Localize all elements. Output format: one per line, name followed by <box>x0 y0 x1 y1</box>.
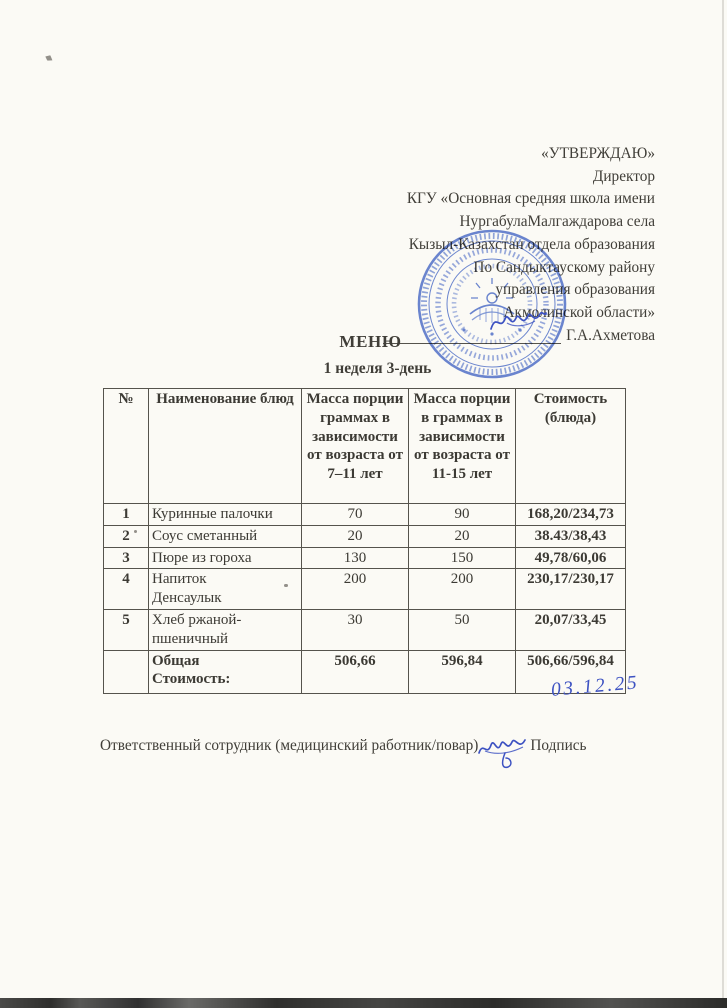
signatory-name: Г.А.Ахметова <box>566 326 655 344</box>
col-header-mass-7-11: Масса порции граммах в зависимости от возраста от 7–11 лет <box>302 389 409 504</box>
handwritten-date: 03.12.25 <box>550 672 640 701</box>
row-number: 4 <box>104 569 149 610</box>
row-number: 3 <box>104 547 149 569</box>
mass-11-15: 150 <box>409 547 516 569</box>
col-header-mass-11-15: Масса порции в граммах в зависимости от возраста от 11-15 лет <box>409 389 516 504</box>
row-number-empty <box>104 650 149 693</box>
row-number: 2 <box>104 525 149 547</box>
responsible-label: Ответственный сотрудник (медицинский работник/повар) <box>100 737 479 754</box>
table-row <box>104 504 626 526</box>
approval-line: управления образования <box>495 281 655 299</box>
col-header-dish-name: Наименование блюд <box>149 389 302 504</box>
dish-name: Соус сметанный <box>149 525 302 547</box>
footer-signature-row <box>100 737 587 775</box>
mass-7-11: 20 <box>302 525 409 547</box>
table-row <box>104 609 626 650</box>
mass-7-11: 70 <box>302 504 409 526</box>
approval-line: КГУ «Основная средняя школа имени <box>406 190 655 208</box>
approval-block <box>175 143 655 348</box>
dish-cost: 49,78/60,06 <box>516 547 626 569</box>
total-mass-11-15: 596,84 <box>409 650 516 693</box>
col-header-cost: Стоимость (блюда) <box>516 389 626 504</box>
mass-11-15: 200 <box>409 569 516 610</box>
mass-7-11: 30 <box>302 609 409 650</box>
dish-cost: 38.43/38,43 <box>516 525 626 547</box>
total-cost: 506,66/596,84 <box>516 650 626 693</box>
approval-line: «УТВЕРЖДАЮ» <box>541 145 655 162</box>
approval-line: НургабулаМалгаждарова села <box>459 213 655 231</box>
mass-7-11: 200 <box>302 569 409 610</box>
dish-name-text: Напиток Денсаулык <box>152 571 222 607</box>
table-row <box>104 547 626 569</box>
dish-name: Пюре из гороха <box>149 547 302 569</box>
mass-11-15: 20 <box>409 525 516 547</box>
total-label <box>149 650 302 693</box>
menu-table <box>103 388 626 694</box>
table-row <box>104 525 626 547</box>
cook-signature-icon <box>475 731 533 775</box>
mass-11-15: 90 <box>409 504 516 526</box>
page-title: МЕНЮ <box>339 332 402 351</box>
dish-cost: 20,07/33,45 <box>516 609 626 650</box>
scan-speck <box>284 584 288 587</box>
scan-speck <box>44 54 53 62</box>
scan-edge-line <box>722 0 724 1008</box>
mass-7-11: 130 <box>302 547 409 569</box>
dish-cost: 168,20/234,73 <box>516 504 626 526</box>
dish-cost: 230,17/230,17 <box>516 569 626 610</box>
scanner-edge-band <box>0 998 727 1008</box>
dish-name: Куринные палочки <box>149 504 302 526</box>
approval-line: По Сандыктаускому району <box>473 258 655 276</box>
total-mass-7-11: 506,66 <box>302 650 409 693</box>
dish-name <box>149 569 302 610</box>
dish-name <box>149 609 302 650</box>
page-subtitle: 1 неделя 3-день <box>323 360 432 377</box>
row-number: 1 <box>104 504 149 526</box>
table-total-row <box>104 650 626 693</box>
approval-line: Акмолинской области» <box>503 303 655 321</box>
mass-11-15: 50 <box>409 609 516 650</box>
table-row <box>104 569 626 610</box>
col-header-number: № <box>104 389 149 504</box>
total-label-text: Общая Стоимость: <box>152 652 231 688</box>
signature-caption: Подпись <box>530 737 587 754</box>
dish-name-text: Хлеб ржаной-пшеничный <box>152 611 242 647</box>
approval-line: Директор <box>592 167 655 185</box>
table-header-row <box>104 389 626 504</box>
scan-speck <box>134 530 137 533</box>
row-number: 5 <box>104 609 149 650</box>
approval-line: Кызыл-Казахстан отдела образования <box>408 235 655 253</box>
